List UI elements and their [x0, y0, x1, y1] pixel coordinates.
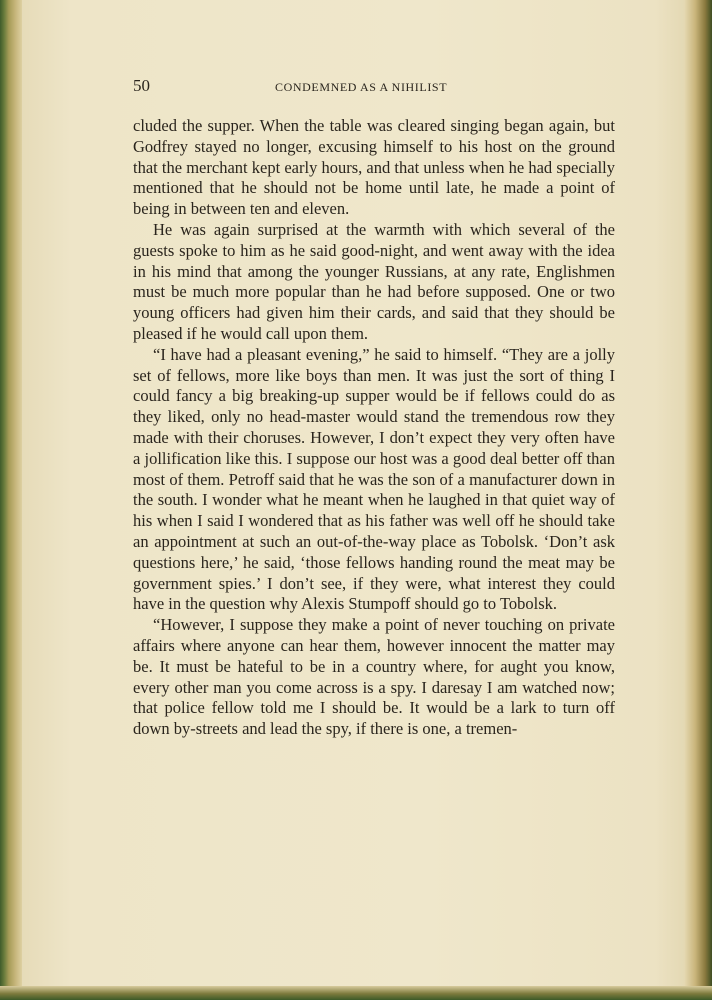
book-bottom-edge [0, 986, 712, 1000]
page-number: 50 [133, 76, 150, 95]
book-binding-right [684, 0, 712, 1000]
page-header [133, 76, 615, 98]
paragraph: cluded the supper. When the table was cleared singing began again, but Godfrey stayed no longer, excusing himself to his host on the ground that the merchant kept early hours, and that unless when he had specially mentioned that he should not be home until late, he made a point of being in between ten and eleven. [133, 116, 615, 219]
paragraph: “However, I suppose they make a point of never touching on private affairs where anyone can hear them, however innocent the matter may be. It must be hateful to be in a country where, for aught you know, every other man you come across is a spy. I daresay I am watched now; that police fellow told me I should be. It would be a lark to turn off down by-streets and lead the spy, if there is one, a tremen- [133, 615, 615, 739]
body-text [133, 116, 615, 740]
paragraph: “I have had a pleasant evening,” he said to himself. “They are a jolly set of fellows, more like boys than men. It was just the sort of thing I could fancy a big breaking-up supper would be if fellows could do as they liked, only no head-master would stand the tremendous row they made with their choruses. However, I don’t expect they very often have a jollification like this. I suppose our host was a good deal better off than most of them. Petroff said that he was the son of a manufacturer down in the south. I wonder what he meant when he laughed in that quiet way of his when I said I wondered that as his father was well off he should take an appointment at such an out-of-the-way place as Tobolsk. ‘Don’t ask questions here,’ he said, ‘those fellows handing round the meat may be government spies.’ I don’t see, if they were, what interest they could have in the question why Alexis Stumpoff should go to Tobolsk. [133, 344, 615, 614]
running-head: CONDEMNED AS A NIHILIST [275, 80, 448, 94]
book-binding-left [0, 0, 22, 1000]
paragraph: He was again surprised at the warmth with which several of the guests spoke to him as he said good-night, and went away with the idea in his mind that among the younger Russians, at any rate, Englishmen must be much more popular than he had before supposed. One or two young officers had given him their cards, and said that they should be pleased if he would call upon them. [133, 219, 615, 343]
